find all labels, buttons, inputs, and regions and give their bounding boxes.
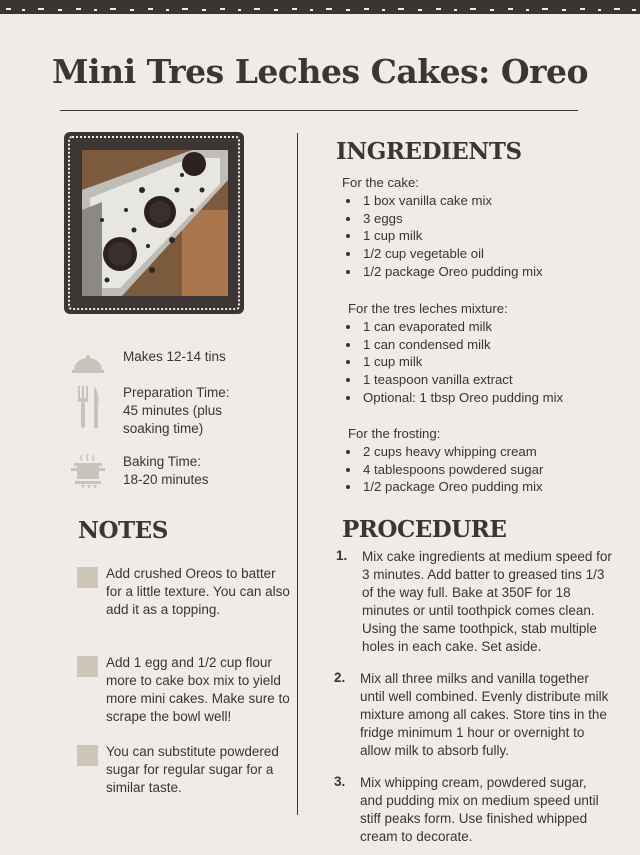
step-number: 2.	[334, 670, 346, 685]
decorative-top-border	[0, 0, 640, 14]
step-number: 1.	[336, 548, 348, 563]
ingredient-group-label: For the tres leches mixture:	[348, 301, 508, 316]
ingredient-item: 1/2 cup vegetable oil	[342, 245, 543, 263]
ingredient-item: Optional: 1 tbsp Oreo pudding mix	[342, 389, 563, 407]
ingredient-item: 1 box vanilla cake mix	[342, 192, 543, 210]
step-number: 3.	[334, 774, 346, 789]
utensils-icon	[70, 384, 106, 430]
ingredient-item: 1 can condensed milk	[342, 336, 563, 354]
page-title: Mini Tres Leches Cakes: Oreo	[52, 52, 588, 91]
note-checkbox	[77, 745, 98, 766]
servings-text: Makes 12-14 tins	[123, 349, 226, 364]
ingredient-item: 1 teaspoon vanilla extract	[342, 371, 563, 389]
note-text: Add 1 egg and 1/2 cup flour more to cake box mix to yield more mini cakes. Make sure to scrape the bowl well!	[106, 655, 290, 724]
ingredient-group-frosting	[342, 425, 543, 496]
ingredient-item: 1 cup milk	[342, 227, 543, 245]
baking-time-text: Baking Time: 18-20 minutes	[123, 454, 209, 487]
cake-photo	[82, 150, 228, 296]
ingredient-item: 1/2 package Oreo pudding mix	[342, 263, 543, 281]
ingredient-list	[342, 318, 563, 407]
step-text: Mix whipping cream, powdered sugar, and pudding mix on medium speed until stiff peaks form. Use finished whipped cream to decorate.	[360, 775, 599, 844]
ingredient-item: 1/2 package Oreo pudding mix	[342, 478, 543, 496]
step-text: Mix cake ingredients at medium speed for 3 minutes. Add batter to greased tins 1/3 of the way full. Bake at 350F for 18 minutes or until toothpick comes clean. Using the same toothpick, stab multiple holes in each cake. Set aside.	[362, 549, 612, 654]
notes-heading: NOTES	[78, 517, 168, 544]
procedure-heading: PROCEDURE	[342, 516, 507, 543]
title-divider	[60, 110, 578, 111]
ingredient-item: 1 cup milk	[342, 353, 563, 371]
prep-time-text: Preparation Time: 45 minutes (plus soaking time)	[123, 385, 230, 436]
ingredient-group-label: For the frosting:	[348, 426, 441, 441]
ingredients-heading: INGREDIENTS	[336, 138, 522, 165]
ingredient-group-cake	[342, 174, 543, 281]
note-checkbox	[77, 656, 98, 677]
note-text: Add crushed Oreos to batter for a little texture. You can also add it as a topping.	[106, 566, 290, 617]
cloche-icon	[70, 348, 106, 384]
ingredient-group-tres-leches	[342, 300, 563, 407]
ingredient-item: 1 can evaporated milk	[342, 318, 563, 336]
ingredient-list	[342, 443, 543, 496]
column-divider	[297, 133, 298, 815]
note-text: You can substitute powdered sugar for regular sugar for a similar taste.	[106, 744, 279, 795]
ingredient-list	[342, 192, 543, 281]
dotted-edge-pattern	[0, 6, 640, 16]
ingredient-item: 3 eggs	[342, 210, 543, 228]
ingredient-item: 4 tablespoons powdered sugar	[342, 461, 543, 479]
step-text: Mix all three milks and vanilla together until well combined. Evenly distribute milk mixture among all cakes. Store tins in the fridge minimum 1 hour or overnight to allow milk to absorb fully.	[360, 671, 609, 758]
ingredient-item: 2 cups heavy whipping cream	[342, 443, 543, 461]
pot-icon	[70, 453, 106, 489]
ingredient-group-label: For the cake:	[342, 175, 419, 190]
note-checkbox	[77, 567, 98, 588]
